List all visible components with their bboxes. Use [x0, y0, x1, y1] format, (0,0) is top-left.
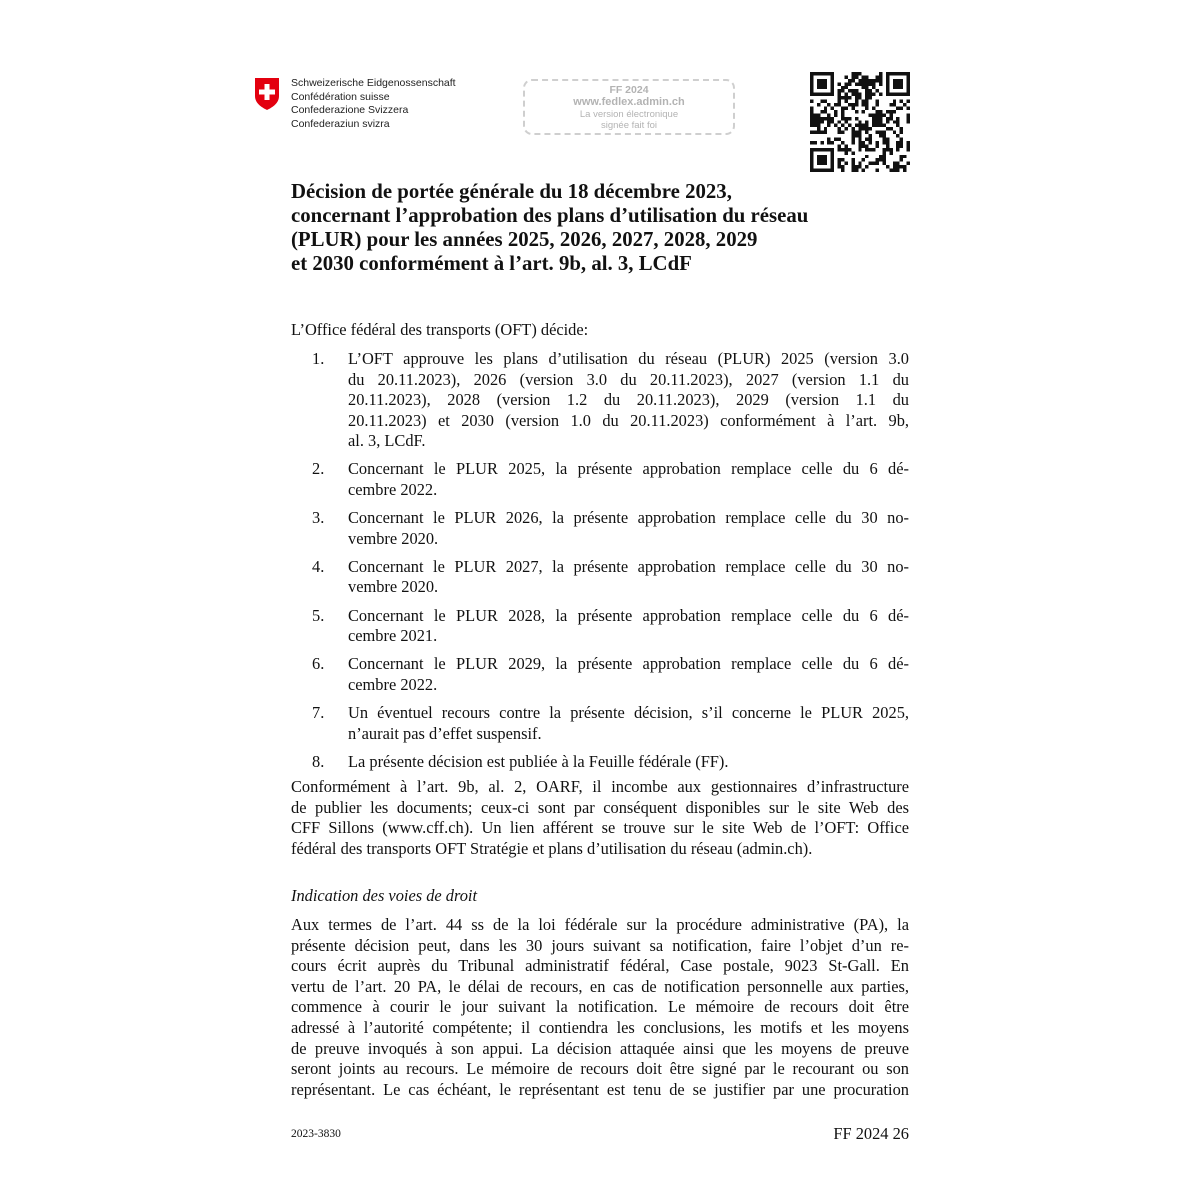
publication-line: Conformément à l’art. 9b, al. 2, OARF, il incombe aux gestionnaires d’infrastructure: [291, 777, 909, 796]
title-line: (PLUR) pour les années 2025, 2026, 2027, 2028, 2029: [291, 228, 758, 251]
appeal-line: adressé à l’autorité compétente; il contiendra les conclusions, les motifs et les moyens: [291, 1017, 909, 1037]
stamp-url: www.fedlex.admin.ch: [573, 96, 685, 108]
list-item-text: [348, 349, 909, 452]
appeal-line: cours écrit auprès du Tribunal administratif fédéral, Case postale, 9023 St-Gall. En: [291, 956, 909, 976]
list-item-number: 7.: [312, 702, 325, 722]
list-item-line: 20.11.2023), 2028 (version 1.2 du 20.11.2023), 2029 (version 1.1 du: [348, 390, 909, 410]
list-item: [291, 606, 909, 647]
stamp-note-2: signée fait foi: [601, 120, 657, 131]
list-item-line: du 20.11.2023), 2026 (version 3.0 du 20.11.2023), 2027 (version 1.1 du: [348, 369, 909, 389]
publication-line: CFF Sillons (www.cff.ch). Un lien afférent se trouve sur le site Web de l’OFT: Office: [291, 818, 909, 838]
list-item-line: cembre 2022.: [348, 480, 438, 500]
list-item-number: 5.: [312, 605, 325, 625]
publication-line: de publier les documents; ceux-ci sont par conséquent disponibles sur le site Web des: [291, 797, 909, 817]
document-number: 2023-3830: [291, 1128, 341, 1140]
confed-line-de: Schweizerische Eidgenossenschaft: [291, 77, 456, 89]
list-item-line: Concernant le PLUR 2028, la présente approbation remplace celle du 6 dé-: [348, 605, 909, 625]
list-item-number: 3.: [312, 508, 325, 528]
intro-text: [291, 320, 909, 341]
qr-code-icon: [810, 72, 910, 172]
title-line: concernant l’approbation des plans d’utilisation du réseau: [291, 204, 809, 227]
list-item-line: cembre 2021.: [348, 626, 438, 646]
list-item-number: 1.: [312, 349, 325, 368]
appeal-line: vertu de l’art. 20 PA, le délai de recours, en cas de notification personnelle aux parties,: [291, 976, 909, 996]
list-item-line: Concernant le PLUR 2029, la présente approbation remplace celle du 6 dé-: [348, 654, 909, 674]
list-item-line: 20.11.2023) et 2030 (version 1.0 du 20.11.2023) conformément à l’art. 9b,: [348, 410, 909, 430]
title-line: Décision de portée générale du 18 décembre 2023,: [291, 180, 732, 203]
list-item-line: cembre 2022.: [348, 674, 438, 694]
list-item-line: Concernant le PLUR 2027, la présente approbation remplace celle du 30 no-: [348, 556, 909, 576]
list-item-line: Concernant le PLUR 2026, la présente approbation remplace celle du 30 no-: [348, 508, 909, 528]
list-item-number: 6.: [312, 654, 325, 674]
appeal-line: commence à courir le jour suivant la notification. Le mémoire de recours doit être: [291, 997, 909, 1017]
title-line: et 2030 conformément à l’art. 9b, al. 3, LCdF: [291, 252, 692, 275]
list-item-line: Concernant le PLUR 2025, la présente approbation remplace celle du 6 dé-: [348, 459, 909, 479]
stamp-ff: FF 2024: [609, 84, 649, 96]
list-item: [291, 654, 909, 695]
stamp-note-1: La version électronique: [579, 109, 679, 120]
appeal-line: présente décision peut, dans les 30 jours suivant sa notification, faire l’objet d’un re-: [291, 935, 909, 955]
list-item-text: [348, 752, 909, 773]
confed-line-fr: Confédération suisse: [291, 90, 390, 103]
list-item-line: Un éventuel recours contre la présente décision, s’il concerne le PLUR 2025,: [348, 702, 909, 722]
confed-line-it: Confederazione Svizzera: [291, 104, 409, 116]
appeal-line: Aux termes de l’art. 44 ss de la loi fédérale sur la procédure administrative (PA), la: [291, 915, 909, 934]
confederation-name: [291, 77, 456, 131]
list-item-text: [348, 508, 909, 549]
appeal-line: seront joints au recours. Le mémoire de recours doit être signé par le recourant ou son: [291, 1059, 909, 1079]
publication-line: fédéral des transports OFT Stratégie et plans d’utilisation du réseau (admin.ch).: [291, 838, 813, 858]
list-item-number: 4.: [312, 556, 325, 576]
list-item-line: L’OFT approuve les plans d’utilisation du réseau (PLUR) 2025 (version 3.0: [348, 349, 909, 368]
list-item-text: [348, 557, 909, 598]
list-item: [291, 508, 909, 549]
decision-list: [291, 349, 909, 780]
appeal-line: représentant. Le cas échéant, le représentant est tenu de se justifier par une procuration: [291, 1079, 909, 1099]
list-item-text: [348, 606, 909, 647]
list-item-text: [348, 654, 909, 695]
list-item-line: La présente décision est publiée à la Feuille fédérale (FF).: [348, 751, 729, 771]
appeal-paragraph: [291, 915, 909, 1100]
list-item-line: n’aurait pas d’effet suspensif.: [348, 723, 542, 743]
publication-paragraph: [291, 777, 909, 859]
swiss-cross-icon: [253, 78, 281, 110]
appeal-line: de preuve invoqués à son appui. La décision attaquée ainsi que les moyens de preuve: [291, 1038, 909, 1058]
list-item-line: al. 3, LCdF.: [348, 431, 426, 451]
intro-line: L’Office fédéral des transports (OFT) décide:: [291, 320, 589, 339]
list-item-text: [348, 703, 909, 744]
list-item-line: vembre 2020.: [348, 577, 439, 597]
list-item: [291, 703, 909, 744]
list-item: [291, 349, 909, 452]
list-item-number: 8.: [312, 751, 325, 771]
appeal-heading: Indication des voies de droit: [291, 886, 478, 905]
confed-line-rm: Confederaziun svizra: [291, 117, 390, 130]
electronic-version-stamp: [523, 79, 735, 135]
list-item: [291, 752, 909, 773]
page-title: [291, 180, 911, 276]
list-item-line: vembre 2020.: [348, 528, 439, 548]
page-reference: FF 2024 26: [833, 1124, 909, 1143]
list-item-number: 2.: [312, 459, 325, 479]
list-item: [291, 459, 909, 500]
list-item: [291, 557, 909, 598]
list-item-text: [348, 459, 909, 500]
